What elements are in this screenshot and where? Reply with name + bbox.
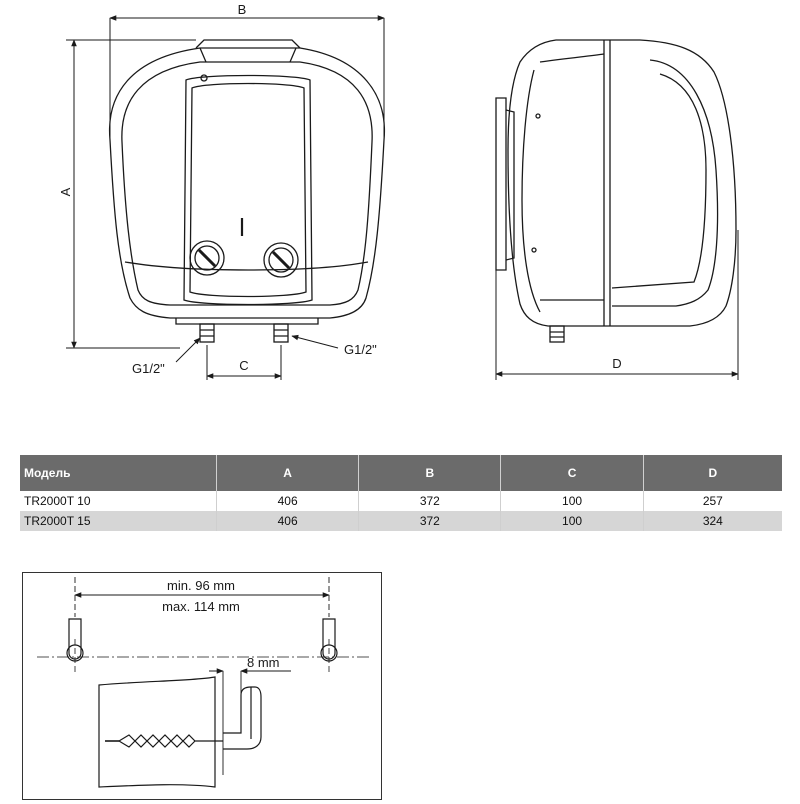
- left-knob: [190, 241, 224, 275]
- dim-d-label: D: [612, 356, 622, 371]
- cell-d: 257: [702, 494, 723, 508]
- header-model: Модель: [20, 455, 217, 491]
- cell-a: 406: [217, 511, 359, 531]
- heater-body-outline: [110, 48, 385, 318]
- header-b: B: [359, 455, 501, 491]
- cell-a: 406: [217, 491, 359, 511]
- wall-section: [99, 677, 215, 787]
- table-row: [20, 511, 782, 531]
- side-pipe: [550, 326, 564, 342]
- table-row: [20, 491, 782, 511]
- side-body-outline: [508, 40, 736, 326]
- cell-b: 372: [359, 511, 501, 531]
- cell-model: TR2000T 10: [20, 491, 217, 511]
- wall-bracket: [496, 98, 506, 270]
- thread-right-label: G1/2": [344, 342, 377, 357]
- cell-c: 100: [501, 491, 643, 511]
- hook-screw: [223, 687, 261, 749]
- dim-b-label: B: [237, 2, 247, 17]
- table-header-row: [20, 455, 782, 491]
- right-knob: [264, 243, 298, 277]
- thread-left-label: G1/2": [132, 361, 165, 376]
- right-pipe: [274, 324, 288, 342]
- depth-label: 8 mm: [247, 655, 280, 670]
- header-c: C: [501, 455, 643, 491]
- min-distance-label: min. 96 mm: [167, 578, 235, 593]
- side-view: [496, 40, 736, 342]
- top-handle: [196, 40, 300, 48]
- mounting-diagram: [22, 572, 382, 800]
- cell-b: 372: [359, 491, 501, 511]
- wall-dowel: [119, 735, 223, 747]
- dim-c-label: C: [239, 358, 249, 373]
- cell-d: 324: [643, 511, 782, 531]
- front-view: [110, 40, 385, 342]
- header-a: A: [217, 455, 359, 491]
- left-pipe: [200, 324, 214, 342]
- dimensions-table: [20, 455, 782, 531]
- cell-c: 100: [501, 511, 643, 531]
- max-distance-label: max. 114 mm: [162, 599, 240, 614]
- cell-model: TR2000T 15: [20, 511, 217, 531]
- dim-a-label: A: [58, 187, 73, 197]
- header-d: D: [643, 455, 782, 491]
